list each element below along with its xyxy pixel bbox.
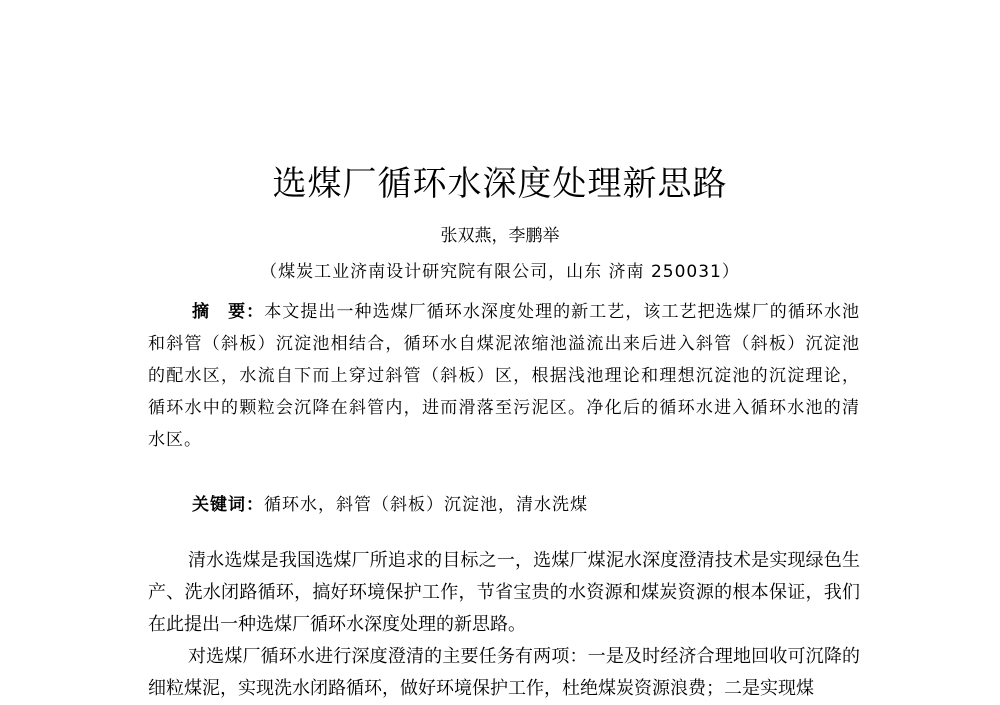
- keywords-label: 关键词：: [192, 495, 264, 515]
- body-text: [148, 545, 860, 705]
- paper-title: 选煤厂循环水深度处理新思路: [272, 164, 728, 204]
- body-paragraph-2: 对选煤厂循环水进行深度澄清的主要任务有两项：一是及时经济合理地回收可沉降的细粒煤泥，实现洗水闭路循环，做好环境保护工作，杜绝煤炭资源浪费；二是实现煤: [148, 646, 860, 699]
- paper-authors: 张双燕，李鹏举: [440, 226, 560, 246]
- abstract-text: 本文提出一种选煤厂循环水深度处理的新工艺，该工艺把选煤厂的循环水池和斜管（斜板）沉淀池相结合，循环水自煤泥浓缩池溢流出来后进入斜管（斜板）沉淀池的配水区，水流自下而上穿过斜管（斜板）区，根据浅池理论和理想沉淀池的沉淀理论，循环水中的颗粒会沉降在斜管内，进而滑落至污泥区。净化后的循环水进入循环水池的清水区。: [148, 302, 861, 450]
- abstract-block: [148, 296, 860, 456]
- abstract-label: 摘 要：: [192, 302, 265, 322]
- keywords-text: 循环水，斜管（斜板）沉淀池，清水洗煤: [264, 495, 588, 515]
- body-paragraph-1: 清水选煤是我国选煤厂所追求的目标之一，选煤厂煤泥水深度澄清技术是实现绿色生产、洗水闭路循环，搞好环境保护工作，节省宝贵的水资源和煤炭资源的根本保证，我们在此提出一种选煤厂循环水深度处理的新思路。: [148, 550, 860, 635]
- paper-affiliation: （煤炭工业济南设计研究院有限公司，山东 济南 250031）: [260, 262, 740, 282]
- keywords-block: [192, 490, 862, 520]
